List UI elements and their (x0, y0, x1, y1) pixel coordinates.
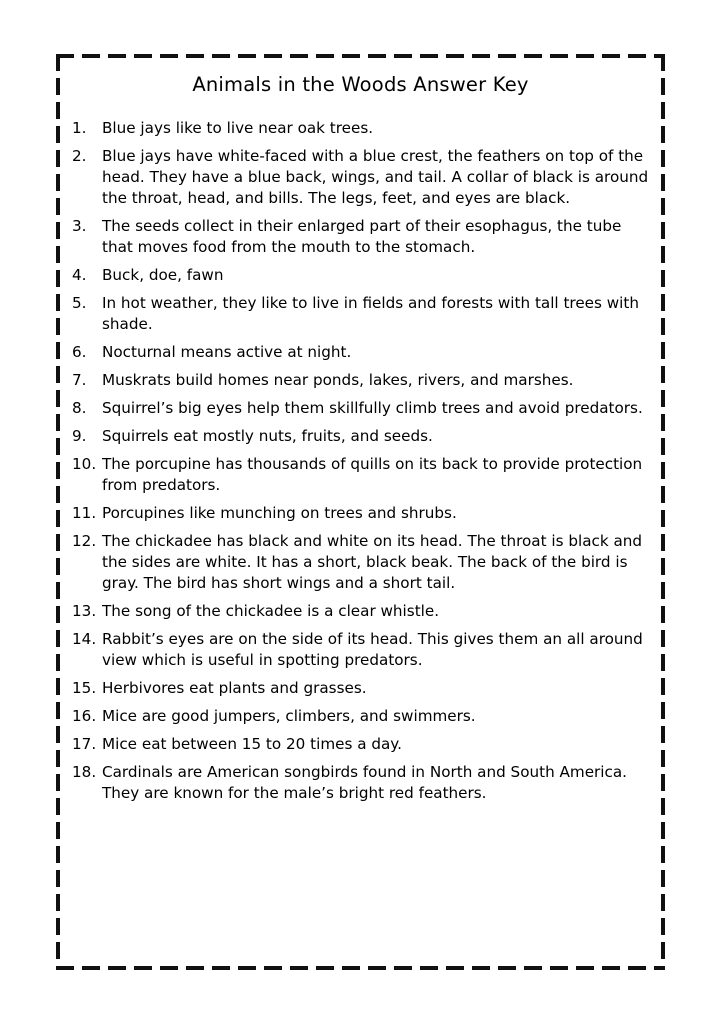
answer-item (70, 426, 651, 447)
answer-item-number: 14. (72, 630, 97, 648)
answer-item (70, 503, 651, 524)
answer-item (70, 146, 651, 209)
answer-item-text: Blue jays like to live near oak trees. (102, 119, 374, 137)
answer-item (70, 398, 651, 419)
answer-item-text: Muskrats build homes near ponds, lakes, rivers, and marshes. (102, 371, 574, 389)
answer-item-text: Buck, doe, fawn (102, 266, 224, 284)
answer-item (70, 706, 651, 727)
answer-item-text: Mice are good jumpers, climbers, and swimmers. (102, 707, 476, 725)
answer-item-number: 12. (72, 532, 97, 550)
answer-item-number: 13. (72, 602, 97, 620)
answer-item (70, 454, 651, 496)
answer-item-number: 2. (72, 147, 87, 165)
answer-item (70, 531, 651, 594)
answer-item-number: 18. (72, 763, 97, 781)
answer-item-number: 3. (72, 217, 87, 235)
answer-item-number: 6. (72, 343, 87, 361)
answer-item (70, 342, 651, 363)
answer-item-text: In hot weather, they like to live in fields and forests with tall trees with shade. (102, 294, 639, 333)
answer-item-number: 11. (72, 504, 97, 522)
answer-item (70, 734, 651, 755)
answer-item-number: 9. (72, 427, 87, 445)
answer-item-text: The porcupine has thousands of quills on its back to provide protection from predators. (102, 455, 643, 494)
answer-item-number: 8. (72, 399, 87, 417)
answer-item (70, 216, 651, 258)
worksheet-content (56, 54, 665, 970)
answer-item-text: Cardinals are American songbirds found in North and South America. They are known for the male’s bright red feathers. (102, 763, 627, 802)
answer-item-text: Nocturnal means active at night. (102, 343, 352, 361)
answer-item-text: Squirrels eat mostly nuts, fruits, and seeds. (102, 427, 433, 445)
answer-item-text: Squirrel’s big eyes help them skillfully climb trees and avoid predators. (102, 399, 643, 417)
answer-item-number: 15. (72, 679, 97, 697)
answer-item (70, 629, 651, 671)
answer-item (70, 601, 651, 622)
answer-item-text: The seeds collect in their enlarged part of their esophagus, the tube that moves food from the mouth to the stomach. (102, 217, 622, 256)
answer-item-number: 7. (72, 371, 87, 389)
answer-item (70, 370, 651, 391)
answer-item-text: Rabbit’s eyes are on the side of its head. This gives them an all around view which is useful in spotting predators. (102, 630, 643, 669)
answer-item-number: 1. (72, 119, 87, 137)
answer-item (70, 293, 651, 335)
page-title: Animals in the Woods Answer Key (192, 73, 529, 96)
answer-item-text: The chickadee has black and white on its head. The throat is black and the sides are white. It has a short, black beak. The back of the bird is gray. The bird has short wings and a short tail. (102, 532, 643, 592)
answer-item-number: 16. (72, 707, 97, 725)
answer-item (70, 265, 651, 286)
answer-item-number: 10. (72, 455, 97, 473)
answer-item-text: Porcupines like munching on trees and shrubs. (102, 504, 457, 522)
answer-item-number: 5. (72, 294, 87, 312)
answer-item-text: The song of the chickadee is a clear whistle. (102, 602, 440, 620)
answer-item (70, 762, 651, 804)
answer-item (70, 118, 651, 139)
answer-item (70, 678, 651, 699)
answer-key-list (70, 118, 651, 804)
answer-item-text: Mice eat between 15 to 20 times a day. (102, 735, 402, 753)
worksheet-dashed-frame (56, 54, 665, 970)
answer-item-text: Herbivores eat plants and grasses. (102, 679, 367, 697)
answer-item-number: 17. (72, 735, 97, 753)
answer-item-text: Blue jays have white-faced with a blue crest, the feathers on top of the head. They have a blue back, wings, and tail. A collar of black is around the throat, head, and bills. The legs, feet, and eyes are black. (102, 147, 649, 207)
answer-item-number: 4. (72, 266, 87, 284)
